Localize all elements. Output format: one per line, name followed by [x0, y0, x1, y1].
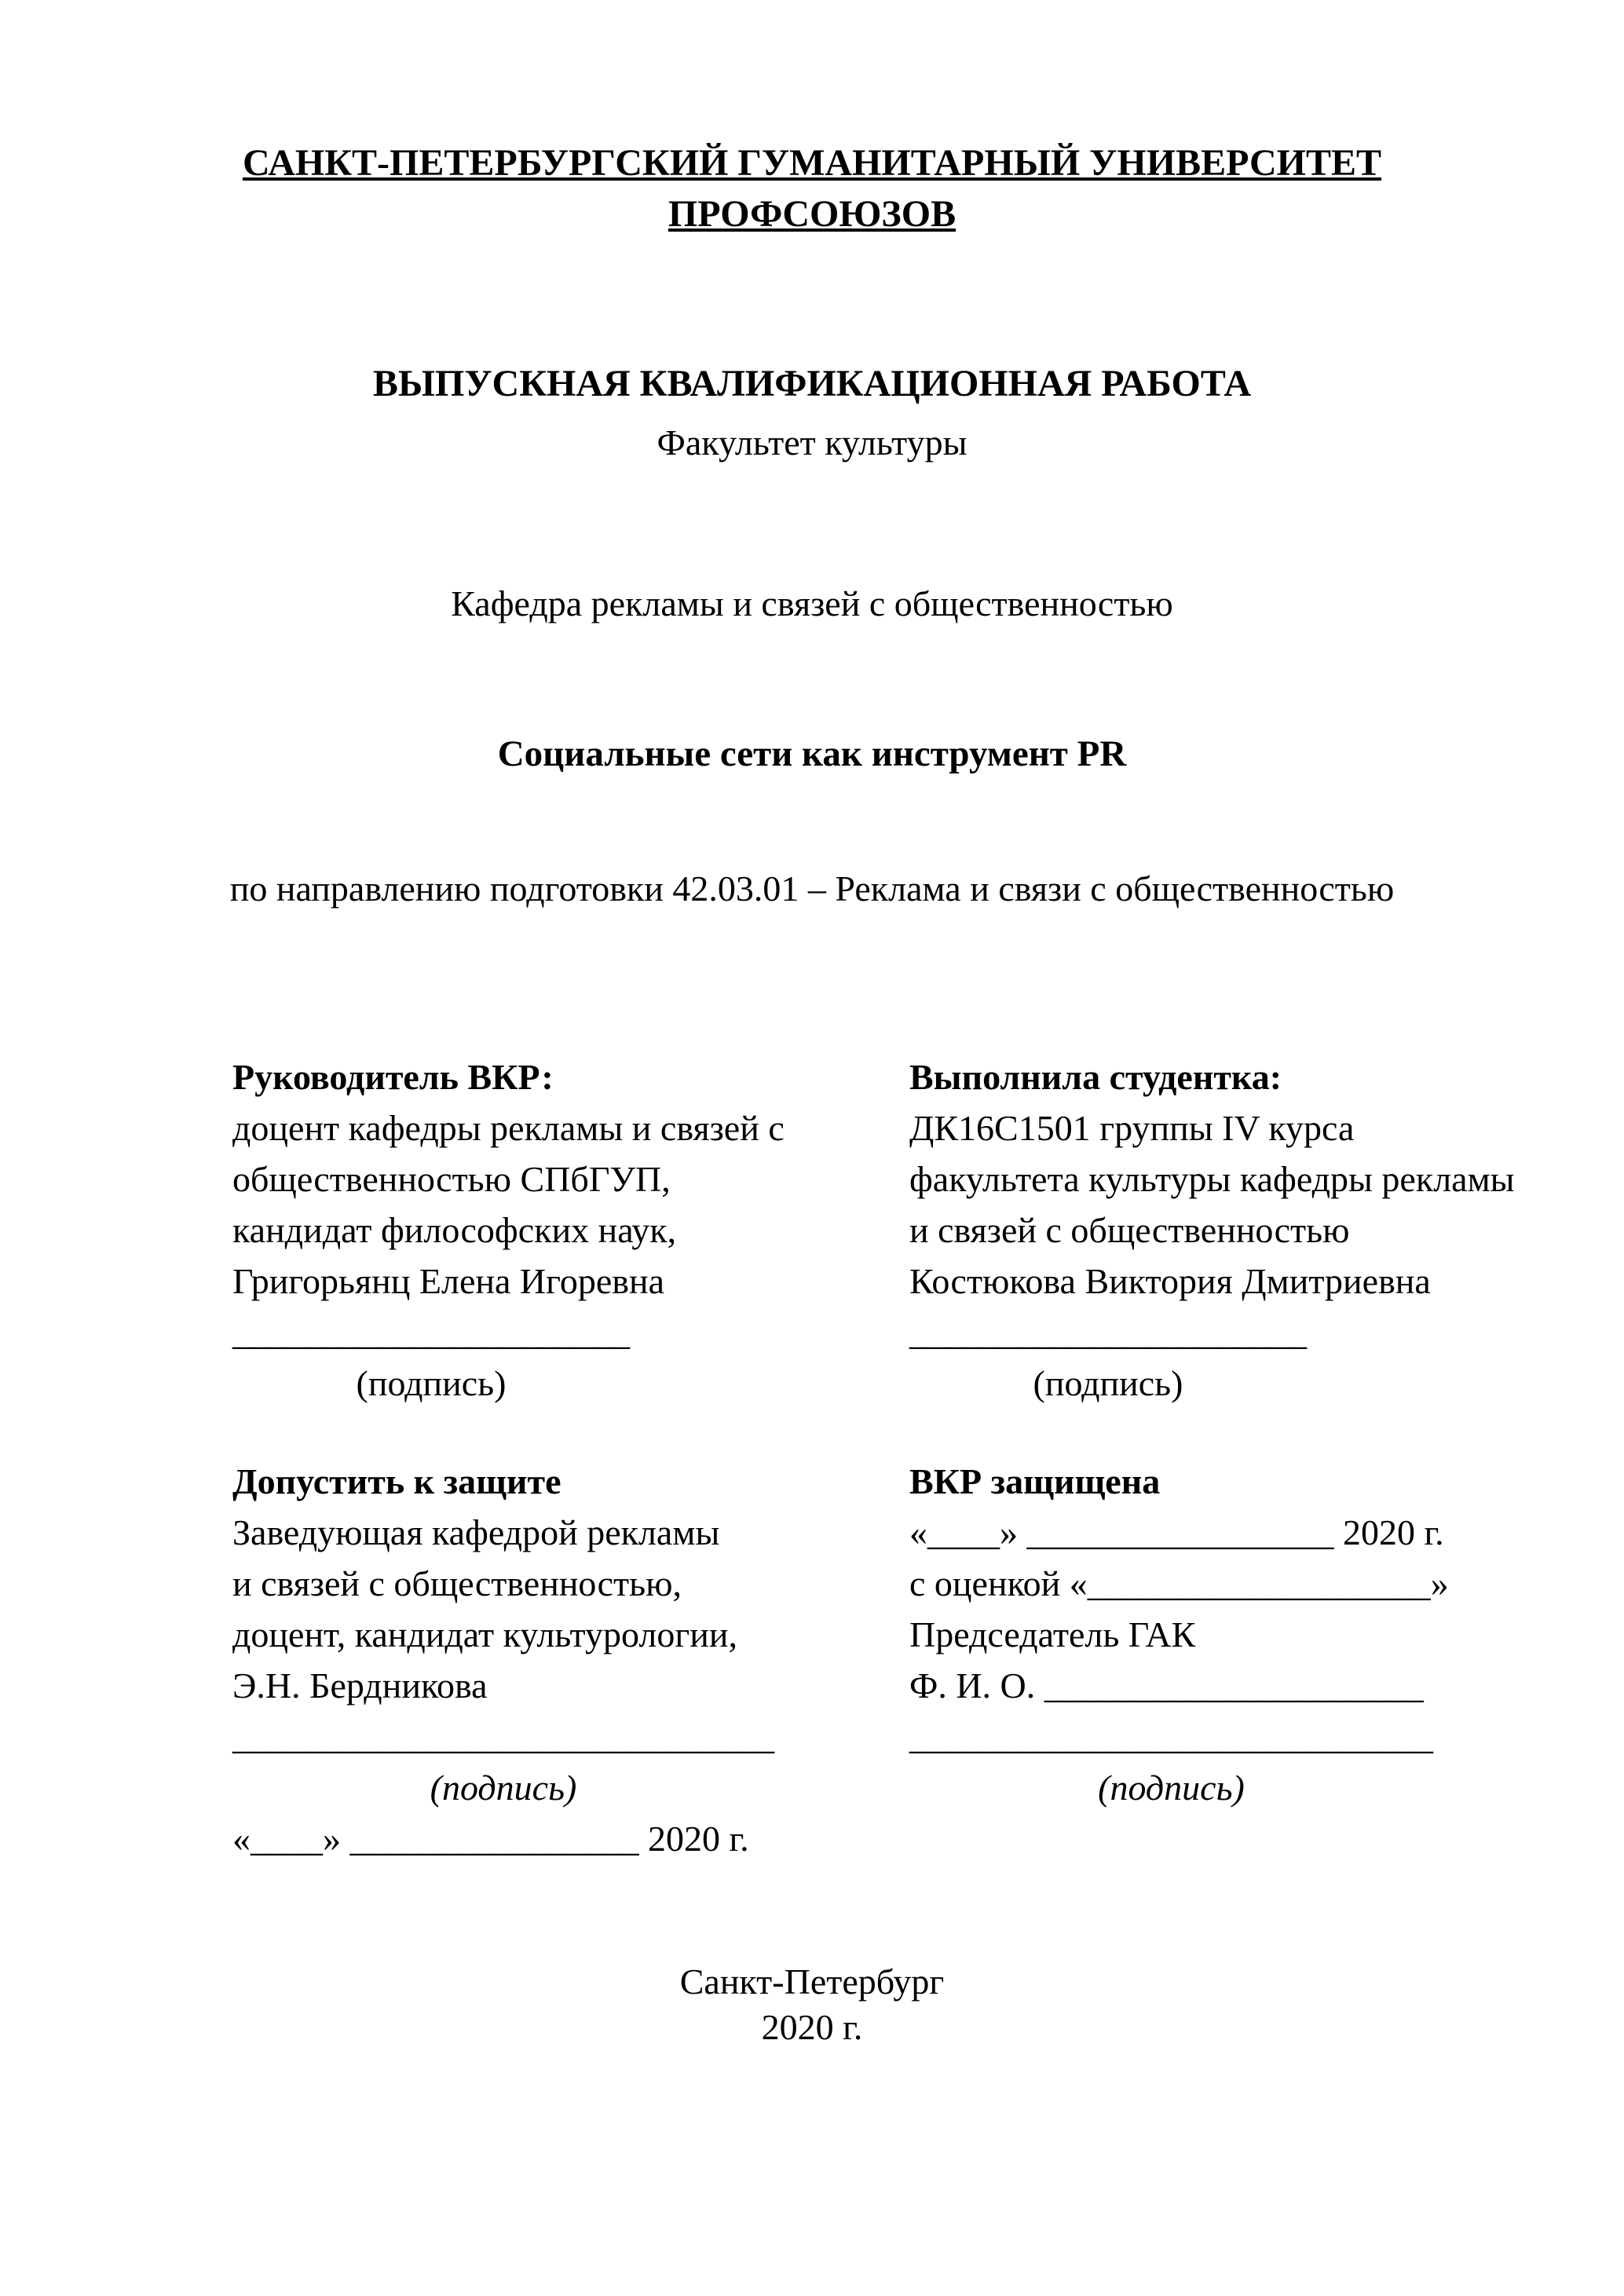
- work-type-heading: ВЫПУСКНАЯ КВАЛИФИКАЦИОННАЯ РАБОТА: [372, 363, 1252, 404]
- left-column: [232, 1051, 909, 1864]
- supervisor-line: общественностью СПбГУП,: [232, 1159, 671, 1199]
- defense-grade-line: с оценкой «___________________»: [909, 1563, 1449, 1603]
- student-line: и связей с общественностью: [909, 1210, 1350, 1250]
- admission-signature-area: [232, 1711, 774, 1813]
- student-line: Костюкова Виктория Дмитриевна: [909, 1261, 1431, 1301]
- student-heading: Выполнила студентка:: [909, 1057, 1282, 1097]
- defense-signature-caption: (подпись): [1098, 1768, 1245, 1808]
- signatories-section: [0, 1051, 1624, 1864]
- student-block: [909, 1051, 1553, 1409]
- defense-chairman-line: Председатель ГАК: [909, 1614, 1196, 1654]
- footer-city: Санкт-Петербург: [679, 1961, 945, 2002]
- supervisor-heading: Руководитель ВКР:: [232, 1057, 554, 1097]
- defense-name-line: Ф. И. О. _____________________: [909, 1665, 1424, 1706]
- university-name-line1: САНКТ-ПЕТЕРБУРГСКИЙ ГУМАНИТАРНЫЙ УНИВЕРСИТЕТ: [242, 142, 1382, 184]
- defense-signature-line: _____________________________: [909, 1717, 1433, 1757]
- thesis-title: Социальные сети как инструмент PR: [497, 733, 1127, 774]
- right-column: [909, 1051, 1553, 1864]
- admission-date-line: «____» ________________ 2020 г.: [232, 1819, 749, 1859]
- admission-line: Э.Н. Бердникова: [232, 1665, 488, 1706]
- admission-line: Заведующая кафедрой рекламы: [232, 1512, 720, 1552]
- supervisor-signature-caption: (подпись): [356, 1363, 507, 1403]
- supervisor-signature-line: ______________________: [232, 1312, 630, 1352]
- defense-signature-area: [909, 1711, 1433, 1813]
- supervisor-line: кандидат философских наук,: [232, 1210, 677, 1250]
- supervisor-line: Григорьянц Елена Игоревна: [232, 1261, 665, 1301]
- student-signature-caption: (подпись): [1033, 1363, 1183, 1403]
- supervisor-block: [232, 1051, 909, 1409]
- defense-block: [909, 1456, 1553, 1813]
- admission-heading: Допустить к защите: [232, 1461, 561, 1501]
- footer: [0, 1959, 1624, 2050]
- admission-line: доцент, кандидат культурологии,: [232, 1614, 737, 1654]
- program-line: по направлению подготовки 42.03.01 – Реклама и связи с общественностью: [229, 868, 1395, 909]
- admission-signature-caption: (подпись): [430, 1768, 577, 1808]
- student-signature-line: ______________________: [909, 1312, 1307, 1352]
- defense-heading: ВКР защищена: [909, 1461, 1161, 1501]
- student-signature-area: [909, 1307, 1307, 1409]
- faculty-line: Факультет культуры: [657, 422, 967, 462]
- defense-date-line: «____» _________________ 2020 г.: [909, 1512, 1444, 1552]
- admission-signature-line: ______________________________: [232, 1717, 774, 1757]
- footer-year: 2020 г.: [761, 2007, 863, 2047]
- supervisor-line: доцент кафедры рекламы и связей с: [232, 1108, 785, 1148]
- university-name-line2: ПРОФСОЮЗОВ: [668, 193, 956, 235]
- department-line: Кафедра рекламы и связей с общественностью: [451, 583, 1173, 623]
- admission-line: и связей с общественностью,: [232, 1563, 682, 1603]
- student-line: ДК16С1501 группы IV курса: [909, 1108, 1355, 1148]
- admission-block: [232, 1456, 909, 1864]
- supervisor-signature-area: [232, 1307, 630, 1409]
- student-line: факультета культуры кафедры рекламы: [909, 1159, 1515, 1199]
- university-name: [0, 0, 1624, 239]
